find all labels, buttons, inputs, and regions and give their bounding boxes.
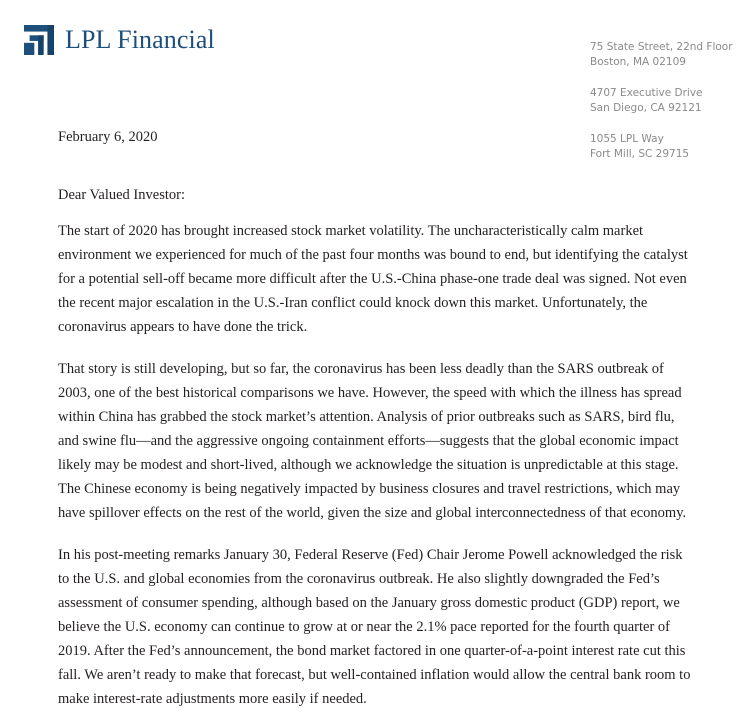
address-san-diego <box>590 86 730 116</box>
address-line-2: Fort Mill, SC 29715 <box>590 148 690 160</box>
office-addresses <box>590 40 733 162</box>
address-line-1: 75 State Street, 22nd Floor <box>590 41 733 53</box>
salutation: Dear Valued Investor: <box>58 187 185 203</box>
address-line-2: Boston, MA 02109 <box>590 56 686 68</box>
address-boston <box>590 40 733 70</box>
address-line-2: San Diego, CA 92121 <box>590 102 702 114</box>
paragraph: The start of 2020 has brought increased stock market volatility. The uncharacteristically calm market environment we experienced for much of the past four months was bound to end, but identifying the catalyst for a potential sell-off became more difficult after the U.S.-China phase-one trade deal was signed. Not even the recent major escalation in the U.S.-Iran conflict could knock down this market. Unfortunately, the coronavirus appears to have done the trick. <box>58 223 688 335</box>
lpl-bar-chart-mark-icon <box>24 25 54 55</box>
address-line-1: 4707 Executive Drive <box>590 87 703 99</box>
body-paragraphs <box>58 219 696 711</box>
paragraph: In his post-meeting remarks January 30, Federal Reserve (Fed) Chair Jerome Powell acknowledged the risk to the U.S. and global economies from the coronavirus outbreak. He also slightly downgraded the Fed’s assessment of consumer spending, although based on the January gross domestic product (GDP) report, we believe the U.S. economy can continue to grow at or near the 2.1% pace reported for the fourth quarter of 2019. After the Fed’s announcement, the bond market factored in one quarter-of-a-point interest rate cut this fall. We aren’t ready to make that forecast, but well-contained inflation would allow the central bank room to make interest-rate adjustments more easily if needed. <box>58 547 691 707</box>
brand-lockup <box>24 25 215 55</box>
address-fort-mill <box>590 132 730 162</box>
letter-date: February 6, 2020 <box>58 129 158 145</box>
paragraph: That story is still developing, but so far, the coronavirus has been less deadly than the SARS outbreak of 2003, one of the best historical comparisons we have. However, the speed with which the illness has spread within China has grabbed the stock market’s attention. Analysis of prior outbreaks such as SARS, bird flu, and swine flu—and the aggressive ongoing containment efforts—suggests that the global economic impact likely may be modest and short-lived, although we acknowledge the situation is unpredictable at this stage. The Chinese economy is being negatively impacted by business closures and travel restrictions, which may have spillover effects on the rest of the world, given the size and global interconnectedness of that economy. <box>58 361 687 521</box>
company-name: LPL Financial <box>65 25 215 54</box>
address-line-1: 1055 LPL Way <box>590 133 664 145</box>
